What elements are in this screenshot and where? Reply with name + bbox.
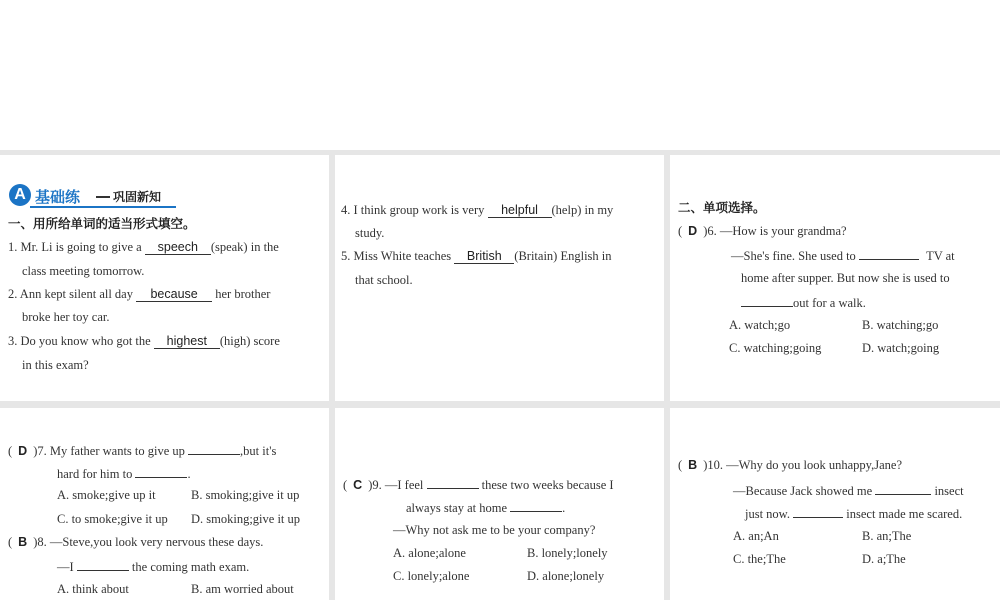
q10-option-b: B. an;The [862, 529, 912, 543]
q8-answer: B [18, 535, 28, 549]
q9-line1: ( C )9. —I feel these two weeks because I [343, 478, 614, 492]
q6-answer: D [688, 224, 698, 238]
q5-answer: British [454, 250, 514, 264]
q7-answer: D [18, 444, 28, 458]
q6-option-a: A. watch;go [729, 318, 791, 332]
q6-option-b: B. watching;go [862, 318, 939, 332]
q4-answer: helpful [488, 204, 552, 218]
q4-line1: 4. I think group work is very helpful (help) in my [341, 203, 614, 217]
q7-option-d: D. smoking;give it up [191, 512, 301, 526]
q9-line2: always stay at home . [406, 501, 566, 515]
q8-blank [77, 558, 129, 571]
q10-line1: ( B )10. —Why do you look unhappy,Jane? [678, 458, 903, 472]
section-underline [30, 206, 176, 208]
q9-option-c: C. lonely;alone [393, 569, 470, 583]
q2-line1: 2. Ann kept silent all day because her brother [8, 287, 271, 301]
q6-line4: out for a walk. [741, 294, 866, 310]
part2-heading: 二、单项选择。 [678, 200, 766, 215]
q1-line2: class meeting tomorrow. [22, 264, 145, 278]
q10-option-d: D. a;The [862, 552, 906, 566]
q4-line2: study. [355, 226, 385, 240]
q6-line2: —She's fine. She used to TV at [731, 249, 955, 263]
column-divider-1 [329, 150, 335, 600]
q6-blank2 [741, 294, 793, 307]
section-a-badge: A [9, 184, 31, 206]
q3-answer: highest [154, 335, 220, 349]
q9-blank2 [510, 499, 562, 512]
q3-line2: in this exam? [22, 358, 89, 372]
q2-answer: because [136, 288, 212, 302]
q8-option-b: B. am worried about [191, 582, 294, 596]
q6-blank1 [859, 247, 919, 260]
q6-line1: ( D )6. —How is your grandma? [678, 224, 847, 238]
q5-line1: 5. Miss White teaches British (Britain) English in [341, 249, 612, 263]
q6-option-c: C. watching;going [729, 341, 822, 355]
q9-answer: C [353, 478, 363, 492]
q6-option-d: D. watch;going [862, 341, 940, 355]
q7-line2: hard for him to . [57, 467, 191, 481]
q7-line1: ( D )7. My father wants to give up ,but it's [8, 444, 277, 458]
q3-line1: 3. Do you know who got the highest (high) score [8, 334, 280, 348]
part1-heading: 一、用所给单词的适当形式填空。 [8, 216, 196, 231]
q1-line1: 1. Mr. Li is going to give a speech (speak) in the [8, 240, 279, 254]
top-divider [0, 150, 1000, 155]
q7-option-b: B. smoking;give it up [191, 488, 300, 502]
column-divider-2 [664, 150, 670, 600]
q7-option-c: C. to smoke;give it up [57, 512, 168, 526]
arrow-icon [96, 196, 110, 198]
q5-line2: that school. [355, 273, 413, 287]
q8-line2: —I the coming math exam. [57, 560, 250, 574]
middle-divider [0, 401, 1000, 408]
q9-option-d: D. alone;lonely [527, 569, 605, 583]
q10-line3: just now. insect made me scared. [745, 507, 963, 521]
q10-blank1 [875, 482, 931, 495]
q10-option-c: C. the;The [733, 552, 786, 566]
q9-blank1 [427, 476, 479, 489]
q1-answer: speech [145, 241, 211, 255]
q2-line2: broke her toy car. [22, 310, 110, 324]
q6-line3: home after supper. But now she is used to [741, 271, 950, 285]
q7-blank1 [188, 442, 240, 455]
q9-option-b: B. lonely;lonely [527, 546, 608, 560]
section-title: 基础练 [35, 188, 81, 206]
q7-blank2 [135, 465, 187, 478]
q7-option-a: A. smoke;give up it [57, 488, 156, 502]
q8-line1: ( B )8. —Steve,you look very nervous these days. [8, 535, 264, 549]
q9-option-a: A. alone;alone [393, 546, 466, 560]
q10-answer: B [688, 458, 698, 472]
q9-line3: —Why not ask me to be your company? [393, 523, 596, 537]
q8-option-a: A. think about [57, 582, 129, 596]
q10-option-a: A. an;An [733, 529, 779, 543]
q10-line2: —Because Jack showed me insect [733, 484, 964, 498]
q10-blank2 [793, 505, 843, 518]
section-subtitle: 巩固新知 [113, 190, 162, 204]
